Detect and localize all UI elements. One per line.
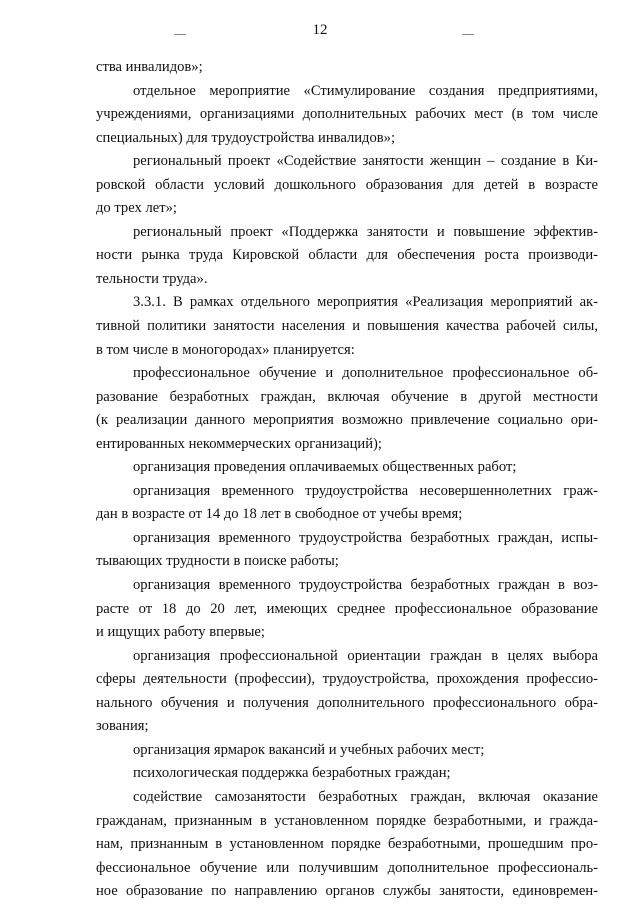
text-line: дан в возрасте от 14 до 18 лет в свободное от учебы время; — [96, 506, 463, 523]
document-body — [96, 56, 598, 904]
text-line: организация ярмарок вакансий и учебных рабочих мест; — [133, 741, 485, 758]
text-line: сферы деятельности (профессии), трудоустройства, прохождения профессио- — [96, 671, 598, 688]
text-line: ровской области условий дошкольного образования для детей в возрасте — [96, 176, 598, 193]
text-line: тивной политики занятости населения и повышения качества рабочей силы, — [96, 318, 598, 335]
text-line: региональный проект «Содействие занятости женщин – создание в Ки- — [133, 153, 598, 170]
text-line: профессиональное обучение и дополнительное профессиональное об- — [133, 365, 598, 382]
page-number: 12 — [312, 22, 328, 38]
text-line: организация временного трудоустройства несовершеннолетних граж- — [133, 482, 598, 499]
text-line: организация временного трудоустройства безработных граждан, испы- — [133, 529, 598, 546]
text-line: расте от 18 до 20 лет, имеющих среднее профессиональное образование — [96, 600, 598, 617]
text-line: (к реализации данного мероприятия возможно привлечение социально ори- — [96, 412, 598, 429]
text-line: фессиональное обучение или получившим дополнительное профессиональ- — [96, 859, 598, 876]
text-line: организация профессиональной ориентации граждан в целях выбора — [133, 647, 598, 664]
text-line: организация временного трудоустройства безработных граждан в воз- — [133, 577, 598, 594]
scan-mark-right — [462, 34, 474, 35]
text-line: тельности труда». — [96, 270, 208, 287]
text-line: организация проведения оплачиваемых общественных работ; — [133, 459, 517, 476]
text-line: учреждениями, организациями дополнительных рабочих мест (в том числе — [96, 106, 598, 123]
text-line: зования; — [96, 718, 149, 735]
text-line: нам, признанным в установленном порядке безработными, прошедшим про- — [96, 836, 598, 853]
text-line: психологическая поддержка безработных граждан; — [133, 765, 451, 782]
text-line: тывающих трудности в поиске работы; — [96, 553, 339, 570]
text-line: региональный проект «Поддержка занятости и повышение эффектив- — [133, 223, 598, 240]
text-line: до трех лет»; — [96, 200, 177, 217]
text-line: нального обучения и получения дополнительного профессионального обра- — [96, 694, 598, 711]
text-line: разование безработных граждан, включая обучение в другой местности — [96, 388, 598, 405]
text-line: в том числе в моногородах» планируется: — [96, 341, 355, 358]
text-line: и ищущих работу впервые; — [96, 624, 265, 641]
text-line: 3.3.1. В рамках отдельного мероприятия «Реализация мероприятий ак- — [133, 294, 598, 311]
text-line: специальных) для трудоустройства инвалидов»; — [96, 129, 396, 146]
text-line: гражданам, признанным в установленном порядке безработными, и гражда- — [96, 812, 598, 829]
text-line: ентированных некоммерческих организаций); — [96, 435, 382, 452]
text-line: содействие самозанятости безработных граждан, включая оказание — [133, 788, 598, 805]
text-line: ства инвалидов»; — [96, 59, 203, 75]
text-line: отдельное мероприятие «Стимулирование создания предприятиями, — [133, 82, 598, 99]
text-line: ности рынка труда Кировской области для обеспечения роста производи- — [96, 247, 598, 264]
text-line: ное образование по направлению органов службы занятости, единовремен- — [96, 883, 598, 900]
